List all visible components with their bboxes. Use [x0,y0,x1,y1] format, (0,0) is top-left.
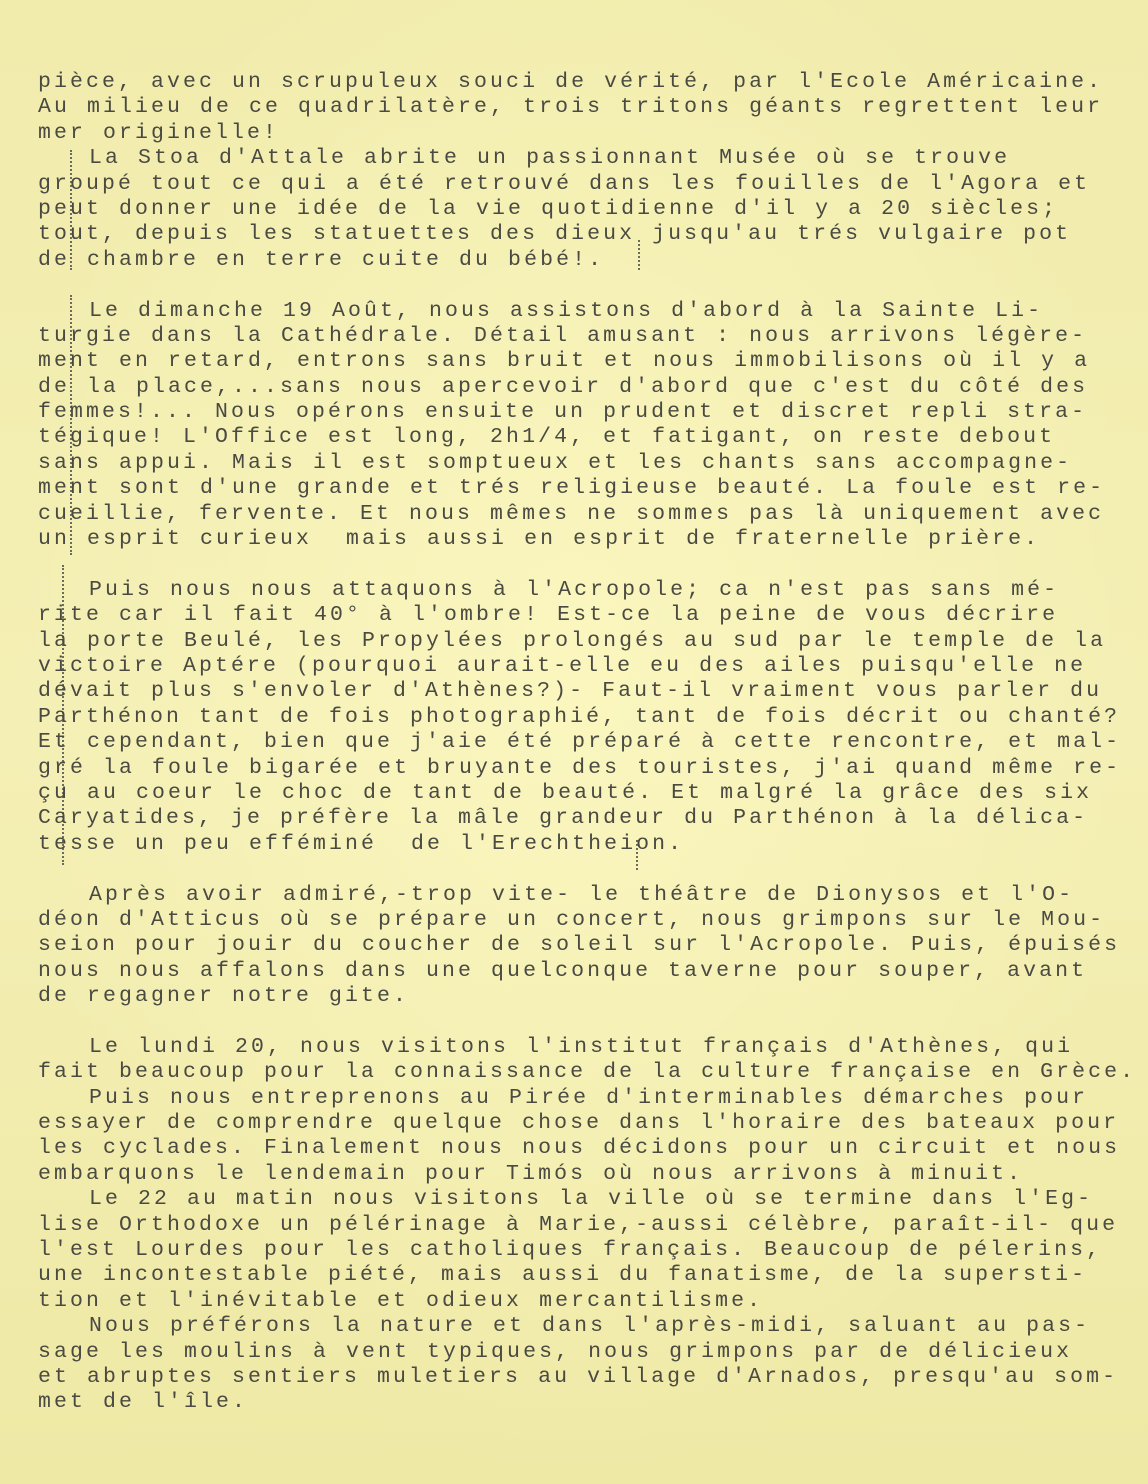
text-line: ment en retard, entrons sans bruit et nous immobilisons où il y a [38,349,1091,374]
text-line: lise Orthodoxe un pélérinage à Marie,-aussi célèbre, paraît-il- que [38,1212,1119,1237]
text-line: Et cependant, bien que j'aie été préparé à cette rencontre, et mal- [38,730,1122,755]
text-line: Parthénon tant de fois photographié, tant de fois décrit ou chanté? [38,704,1121,729]
text-line: Au milieu de ce quadrilatère, trois tritons géants regrettent leur [38,95,1104,120]
document-body [38,70,1137,1416]
paragraph-gap [38,552,1118,577]
text-line: de regagner notre gite. [38,984,410,1009]
text-line: tesse un peu efféminé de l'Erechtheion. [38,831,685,856]
text-line: Le lundi 20, nous visitons l'institut français d'Athènes, qui [38,1034,1074,1059]
text-line: Le 22 au matin nous visitons la ville où se termine dans l'Eg- [38,1187,1094,1212]
text-line: et abruptes sentiers muletiers au village d'Arnados, presqu'au som- [38,1364,1119,1389]
text-line: dévait plus s'envoler d'Athènes?)- Faut-il vraiment vous parler du [38,679,1103,704]
text-line: Nous préférons la nature et dans l'après-midi, saluant au pas- [38,1314,1091,1339]
text-line: Après avoir admiré,-trop vite- le théâtre de Dionysos et l'O- [38,882,1075,907]
text-line: sage les moulins à vent typiques, nous grimpons par de délicieux [38,1339,1073,1364]
text-line: seion pour jouir du coucher de soleil sur l'Acropole. Puis, épuisés [38,933,1121,958]
text-line: essayer de comprendre quelque chose dans l'horaire des bateaux pour [38,1111,1120,1136]
text-line: Puis nous entreprenons au Pirée d'interminables démarches pour [38,1085,1089,1110]
text-line: tégique! L'Office est long, 2h1/4, et fatigant, on reste debout [38,425,1056,450]
text-line: déon d'Atticus où se prépare un concert, nous grimpons sur le Mou- [38,907,1106,932]
text-line: l'est Lourdes pour les catholiques français. Beaucoup de pélerins, [38,1237,1103,1262]
text-line: met de l'île. [38,1390,249,1415]
text-line: nous nous affalons dans une quelconque taverne pour souper, avant [38,958,1088,983]
text-line: La Stoa d'Attale abrite un passionnant Musée où se trouve [38,146,1011,171]
text-line: les cyclades. Finalement nous nous décidons pour un circuit et nous [38,1136,1121,1161]
text-line: un esprit curieux mais aussi en esprit de fraternelle prière. [38,527,1041,552]
text-line: une incontestable piété, mais aussi du fanatisme, de la supersti- [38,1263,1088,1288]
paragraph-gap [38,273,1118,298]
text-line: mer originelle! [38,120,280,145]
text-line: Puis nous nous attaquons à l'Acropole; ca n'est pas sans mé- [38,577,1060,602]
text-line: la porte Beulé, les Propylées prolongés au sud par le temple de la [38,628,1107,653]
text-line: pièce, avec un scrupuleux souci de vérité, par l'Ecole Américaine. [38,70,1104,94]
text-line: turgie dans la Cathédrale. Détail amusant : nous arrivons légère- [38,323,1088,348]
text-line: femmes!... Nous opérons ensuite un prudent et discret repli stra- [38,400,1088,425]
text-line: cueillie, fervente. Et nous mêmes ne sommes pas là uniquement avec [38,501,1105,526]
text-line: Le dimanche 19 Août, nous assistons d'abord à la Sainte Li- [38,298,1044,323]
text-line: victoire Aptére (pourquoi aurait-elle eu des ailes puisqu'elle ne [38,653,1087,678]
paragraph-gap [38,1009,1118,1034]
text-line: rite car il fait 40° à l'ombre! Est-ce la peine de vous décrire [38,603,1059,628]
text-line: de chambre en terre cuite du bébé!. [38,247,605,272]
text-line: çu au coeur le choc de tant de beauté. Et malgré la grâce des six [38,780,1093,805]
text-line: peut donner une idée de la vie quotidienne d'il y a 20 siècles; [38,196,1059,221]
text-line: sans appui. Mais il est somptueux et les chants sans accompagne- [38,450,1073,475]
text-line: embarquons le lendemain pour Timós où nous arrivons à minuit. [38,1161,1024,1186]
paragraph-gap [38,857,1118,882]
text-line: fait beaucoup pour la connaissance de la culture française en Grèce. [38,1060,1137,1085]
text-line: ment sont d'une grande et trés religieuse beauté. La foule est re- [38,476,1106,501]
text-line: tout, depuis les statuettes des dieux jusqu'au trés vulgaire pot [38,222,1072,247]
text-line: Caryatides, je préfère la mâle grandeur du Parthénon à la délica- [38,806,1089,831]
text-line: de la place,...sans nous apercevoir d'abord que c'est du côté des [38,374,1089,399]
text-line: groupé tout ce qui a été retrouvé dans les fouilles de l'Agora et [38,171,1091,196]
text-line: gré la foule bigarée et bruyante des touristes, j'ai quand même re- [38,755,1122,780]
text-line: tion et l'inévitable et odieux mercantilisme. [38,1288,764,1313]
